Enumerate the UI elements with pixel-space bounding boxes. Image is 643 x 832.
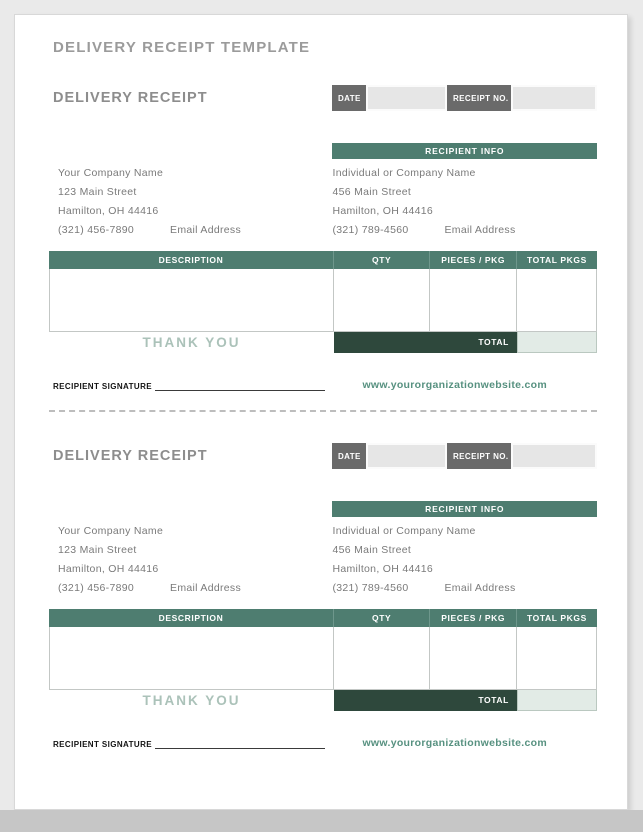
company-name: Your Company Name xyxy=(58,167,164,179)
company-email-label: Email Address xyxy=(170,224,242,236)
recipient-phone: (321) 789-4560 xyxy=(332,582,409,594)
receipt-section-2 xyxy=(49,443,597,749)
col-header-pieces: PIECES / PKG xyxy=(430,251,517,269)
window-bottom-bar xyxy=(0,810,643,832)
parties-info xyxy=(49,501,597,598)
document-title: DELIVERY RECEIPT TEMPLATE xyxy=(53,39,311,56)
cut-line-divider xyxy=(49,410,597,412)
date-field[interactable] xyxy=(366,443,447,469)
company-email-label: Email Address xyxy=(170,582,242,594)
recipient-phone-line xyxy=(332,579,597,598)
col-header-totalpkgs: TOTAL PKGS xyxy=(517,251,597,269)
recipient-street: 456 Main Street xyxy=(332,544,412,556)
cell-qty[interactable] xyxy=(334,269,430,332)
signature-line[interactable] xyxy=(155,740,325,749)
company-info xyxy=(49,143,332,240)
signature-block xyxy=(53,382,325,391)
col-header-description: DESCRIPTION xyxy=(49,609,334,627)
col-header-qty: QTY xyxy=(334,251,430,269)
recipient-phone: (321) 789-4560 xyxy=(332,224,409,236)
parties-info xyxy=(49,143,597,240)
company-city: Hamilton, OH 44416 xyxy=(58,205,159,217)
recipient-info xyxy=(332,501,597,598)
company-phone-line xyxy=(58,221,332,240)
recipient-name: Individual or Company Name xyxy=(332,525,476,537)
cell-qty[interactable] xyxy=(334,627,430,690)
receipt-section-1 xyxy=(49,85,597,391)
receipt-heading: DELIVERY RECEIPT xyxy=(53,90,208,106)
signature-row xyxy=(49,378,597,391)
website-link[interactable]: www.yourorganizationwebsite.com xyxy=(362,737,547,749)
recipient-email-label: Email Address xyxy=(444,224,516,236)
signature-row xyxy=(49,736,597,749)
cell-description[interactable] xyxy=(49,627,334,690)
date-label: DATE xyxy=(338,93,361,103)
signature-label: RECIPIENT SIGNATURE xyxy=(53,740,153,749)
company-phone-line xyxy=(58,579,332,598)
signature-line[interactable] xyxy=(155,382,325,391)
thank-you-text: THANK YOU xyxy=(142,693,241,708)
recipient-info-header: RECIPIENT INFO xyxy=(332,143,597,159)
document-page xyxy=(14,14,628,810)
col-header-qty: QTY xyxy=(334,609,430,627)
receipt-no-field[interactable] xyxy=(511,443,597,469)
company-phone: (321) 456-7890 xyxy=(58,224,135,236)
company-info xyxy=(49,501,332,598)
recipient-street: 456 Main Street xyxy=(332,186,412,198)
cell-pieces[interactable] xyxy=(430,627,517,690)
recipient-city: Hamilton, OH 44416 xyxy=(332,563,434,575)
recipient-info xyxy=(332,143,597,240)
recipient-info-header: RECIPIENT INFO xyxy=(332,501,597,517)
website-link[interactable]: www.yourorganizationwebsite.com xyxy=(362,379,547,391)
recipient-email-label: Email Address xyxy=(444,582,516,594)
section-header-row xyxy=(49,85,597,111)
recipient-name: Individual or Company Name xyxy=(332,167,476,179)
total-value-cell[interactable] xyxy=(517,332,597,353)
thank-you-text: THANK YOU xyxy=(142,335,241,350)
cell-totalpkgs[interactable] xyxy=(517,269,597,332)
signature-label: RECIPIENT SIGNATURE xyxy=(53,382,153,391)
date-field[interactable] xyxy=(366,85,447,111)
col-header-description: DESCRIPTION xyxy=(49,251,334,269)
receipt-heading: DELIVERY RECEIPT xyxy=(53,448,208,464)
cell-description[interactable] xyxy=(49,269,334,332)
section-header-row xyxy=(49,443,597,469)
signature-block xyxy=(53,740,325,749)
col-header-pieces: PIECES / PKG xyxy=(430,609,517,627)
company-city: Hamilton, OH 44416 xyxy=(58,563,159,575)
company-street: 123 Main Street xyxy=(58,186,137,198)
total-value-cell[interactable] xyxy=(517,690,597,711)
company-name: Your Company Name xyxy=(58,525,164,537)
company-phone: (321) 456-7890 xyxy=(58,582,135,594)
total-label: TOTAL xyxy=(334,690,517,711)
cell-pieces[interactable] xyxy=(430,269,517,332)
packages-table xyxy=(49,609,597,711)
total-label: TOTAL xyxy=(334,332,517,353)
date-receipt-row xyxy=(332,85,597,111)
recipient-phone-line xyxy=(332,221,597,240)
receipt-no-field[interactable] xyxy=(511,85,597,111)
receipt-no-label: RECEIPT NO. xyxy=(453,451,509,461)
receipt-no-label: RECEIPT NO. xyxy=(453,93,509,103)
packages-table xyxy=(49,251,597,353)
recipient-city: Hamilton, OH 44416 xyxy=(332,205,434,217)
company-street: 123 Main Street xyxy=(58,544,137,556)
cell-totalpkgs[interactable] xyxy=(517,627,597,690)
col-header-totalpkgs: TOTAL PKGS xyxy=(517,609,597,627)
date-receipt-row xyxy=(332,443,597,469)
date-label: DATE xyxy=(338,451,361,461)
